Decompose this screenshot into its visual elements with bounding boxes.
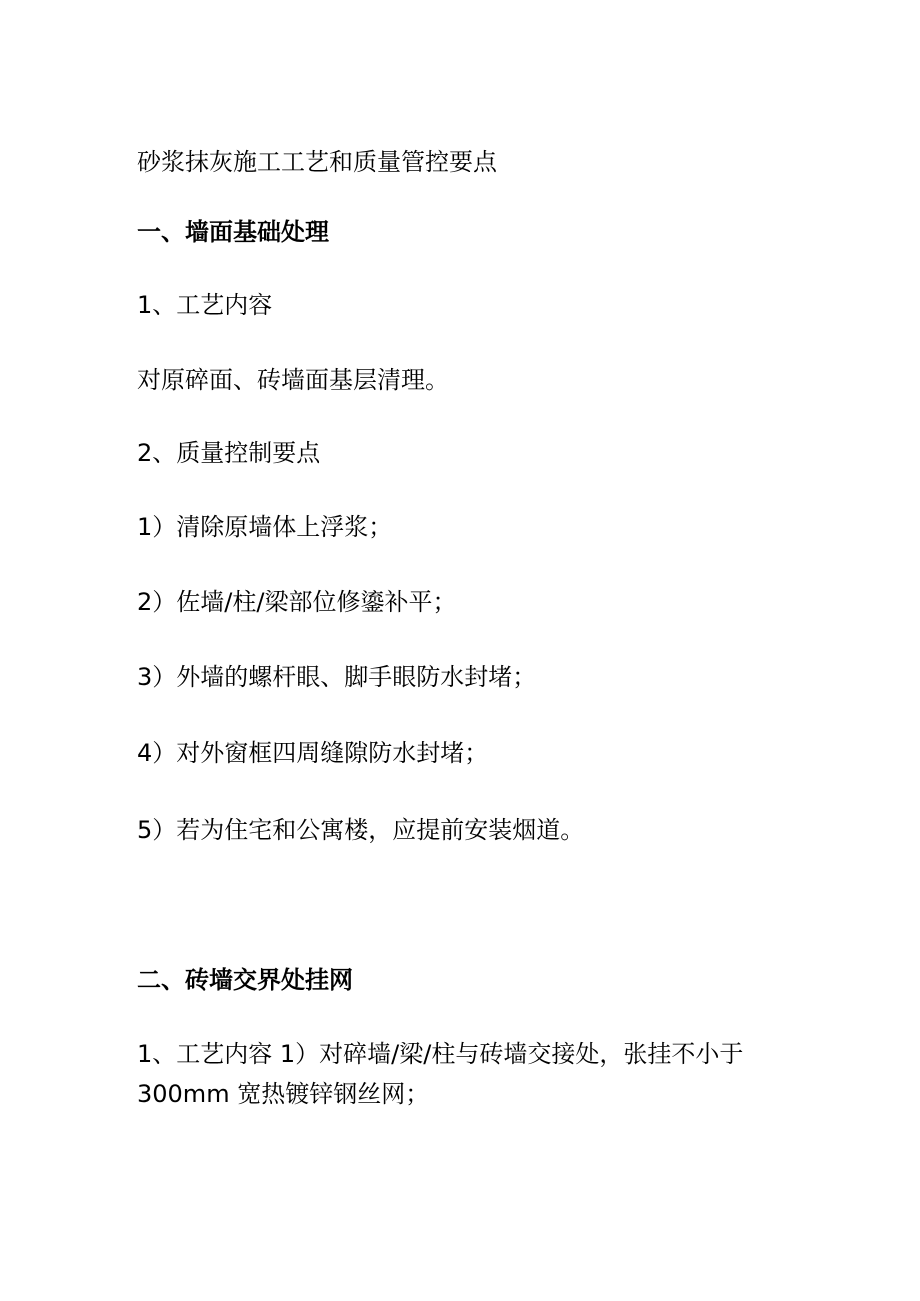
section-1-quality-label: 2、质量控制要点	[137, 439, 321, 467]
section-2-heading: 二、砖墙交界处挂网	[137, 966, 353, 994]
quality-point-3: 3）外墙的螺杆眼、脚手眼防水封堵；	[137, 663, 537, 691]
quality-point-2: 2）佐墙/柱/梁部位修鎏补平；	[137, 588, 457, 616]
document-title: 砂浆抹灰施工工艺和质量管控要点	[137, 148, 497, 176]
quality-point-4: 4）对外窗框四周缝隙防水封堵；	[137, 739, 489, 767]
quality-point-5: 5）若为住宅和公寓楼，应提前安装烟道。	[137, 816, 585, 844]
section-1-heading: 一、墙面基础处理	[137, 218, 329, 246]
section-1-process-label: 1、工艺内容	[137, 291, 273, 319]
section-2-process-text: 1、工艺内容 1）对碎墙/梁/柱与砖墙交接处，张挂不小于 300mm 宽热镀锌钢丝网；	[137, 1040, 744, 1108]
section-1-process-text: 对原碎面、砖墙面基层清理。	[137, 366, 449, 394]
quality-point-1: 1）清除原墙体上浮浆；	[137, 513, 393, 541]
